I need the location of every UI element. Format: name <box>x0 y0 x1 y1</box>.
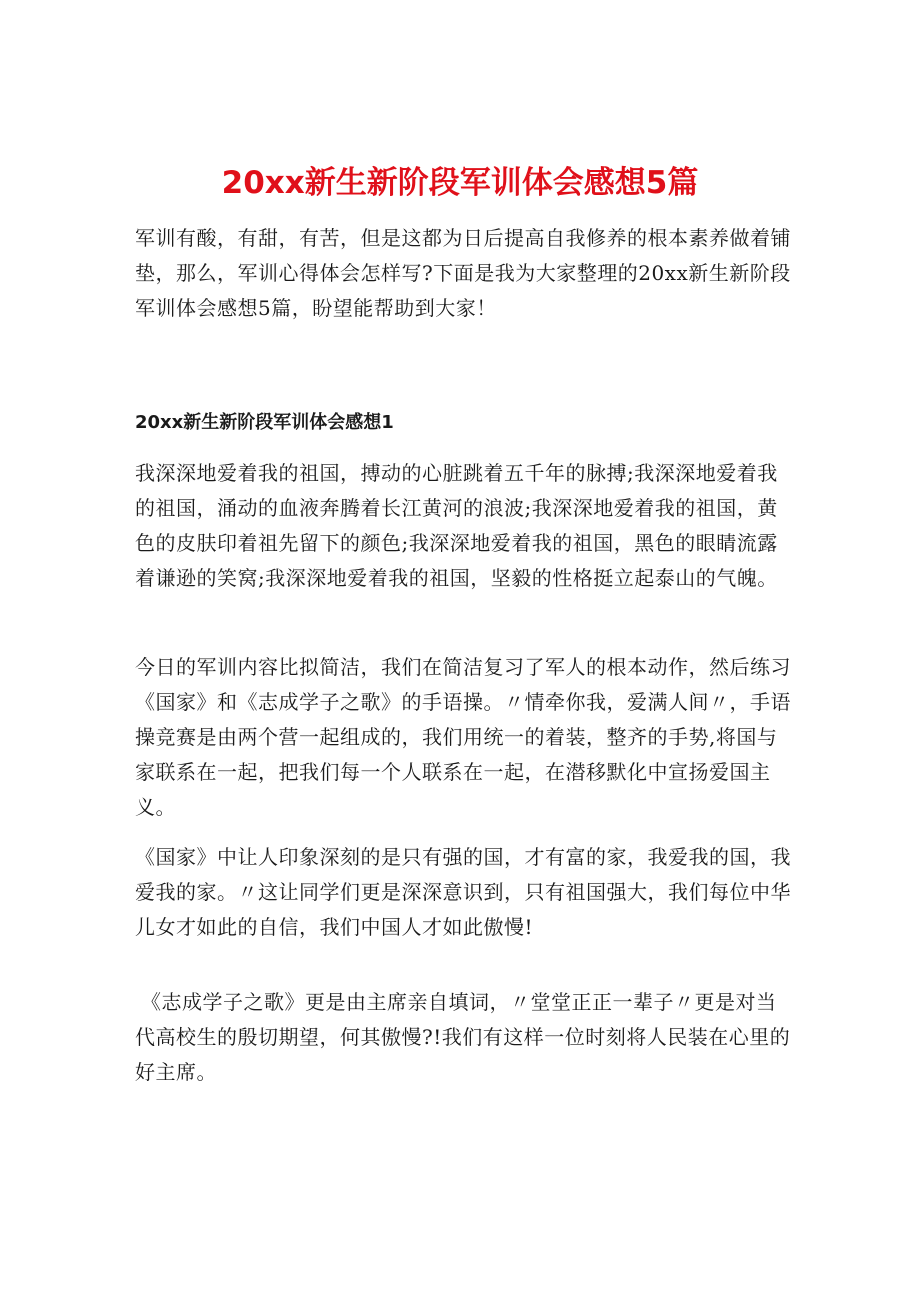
body-paragraph-4-text: 《志成学子之歌》更是由主席亲自填词，〃堂堂正正一辈子〃更是对当代高校生的殷切期望，何其傲慢?!我们有这样一位时刻将人民装在心里的好主席。 <box>135 990 791 1084</box>
intro-paragraph: 军训有酸，有甜，有苦，但是这都为日后提高自我修养的根本素养做着铺垫，那么，军训心得体会怎样写?下面是我为大家整理的20xx新生新阶段军训体会感想5篇，盼望能帮助到大家！ <box>135 226 791 320</box>
body-paragraph-1: 我深深地爱着我的祖国，搏动的心脏跳着五千年的脉搏;我深深地爱着我的祖国，涌动的血液奔腾着长江黄河的浪波;我深深地爱着我的祖国，黄色的皮肤印着祖先留下的颜色;我深深地爱着我的祖国，黑色的眼睛流露着谦逊的笑窝;我深深地爱着我的祖国，坚毅的性格挺立起泰山的气魄。 <box>135 461 778 590</box>
document-title: 20xx新生新阶段军训体会感想5篇 <box>221 164 699 201</box>
body-paragraph-4 <box>135 985 791 1090</box>
body-paragraph-2: 今日的军训内容比拟简洁，我们在简洁复习了军人的根本动作，然后练习《国家》和《志成学子之歌》的手语操。〃情牵你我，爱满人间〃，手语操竞赛是由两个营一起组成的，我们用统一的着装，整齐的手势,将国与家联系在一起，把我们每一个人联系在一起，在潜移默化中宣扬爱国主义。 <box>135 655 791 819</box>
section-heading: 20xx新生新阶段军训体会感想1 <box>135 412 394 433</box>
body-paragraph-3: 《国家》中让人印象深刻的是只有强的国，才有富的家，我爱我的国，我爱我的家。〃这让同学们更是深深意识到，只有祖国强大，我们每位中华儿女才如此的自信，我们中国人才如此傲慢! <box>135 845 791 939</box>
